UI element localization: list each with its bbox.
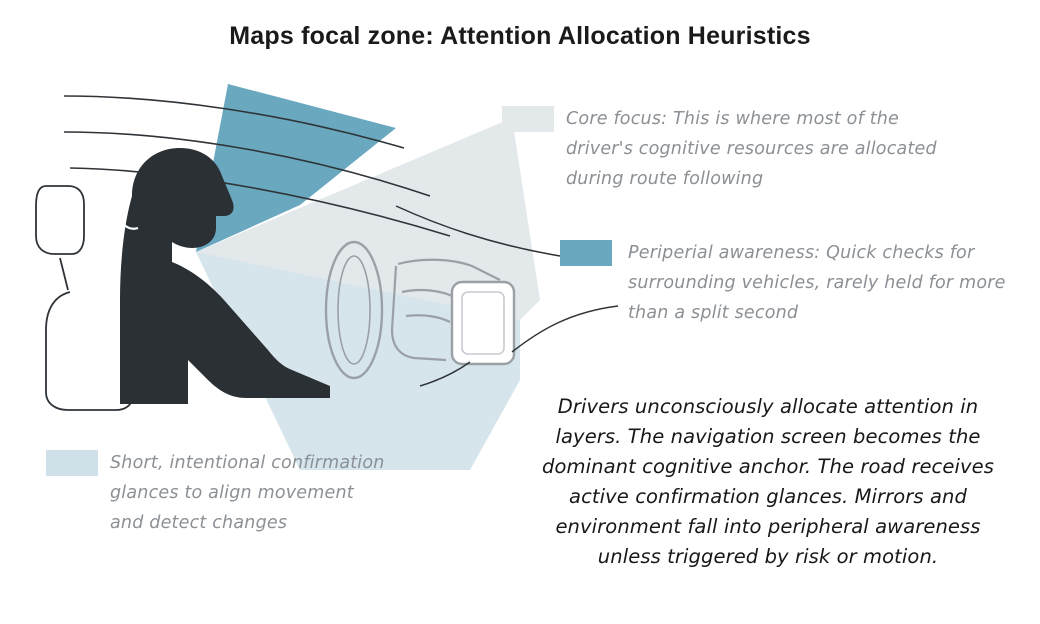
bottom-margin <box>0 606 1040 624</box>
legend-text-confirmation-glances: Short, intentional confirmation glances to align movement and detect changes <box>110 453 385 533</box>
navigation-screen <box>452 282 514 364</box>
legend-swatch-peripheral-awareness <box>560 240 612 266</box>
page-title: Maps focal zone: Attention Allocation Heuristics <box>229 22 811 50</box>
legend-swatch-confirmation-glances <box>46 450 98 476</box>
legend-swatch-core-focus <box>502 106 554 132</box>
legend-text-core-focus: Core focus: This is where most of the driver's cognitive resources are allocated during route following <box>566 109 937 189</box>
legend-text-peripheral-awareness: Periperial awareness: Quick checks for surrounding vehicles, rarely held for more than a split second <box>628 243 1006 323</box>
summary-caption: Drivers unconsciously allocate attention in layers. The navigation screen becomes the dominant cognitive anchor. The road receives active confirmation glances. Mirrors and environment fall into peripheral awareness unless triggered by risk or motion. <box>542 395 994 568</box>
